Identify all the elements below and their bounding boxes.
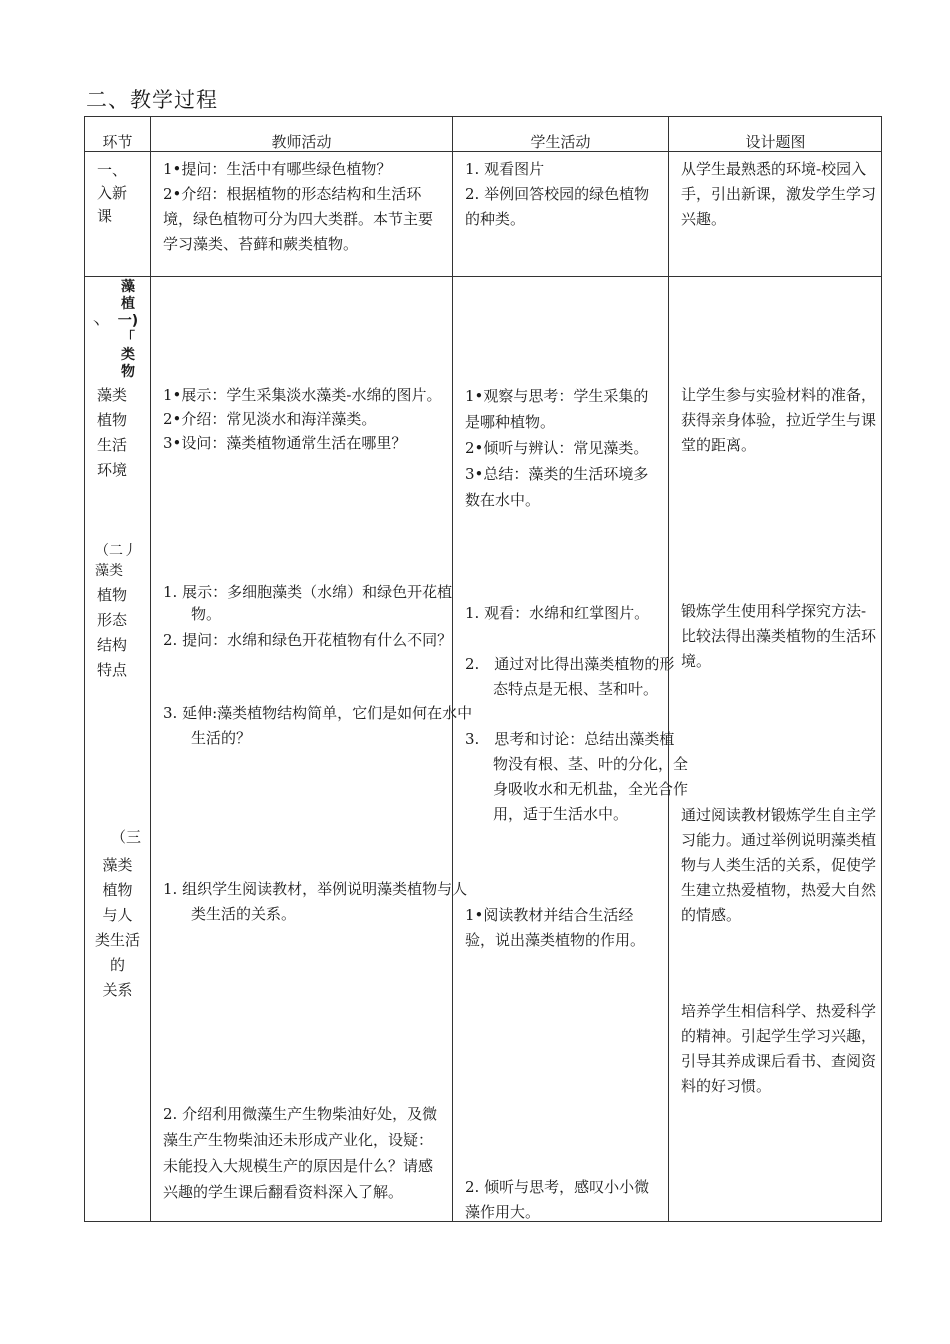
header-section: 环节 <box>102 133 133 151</box>
sub2-student-step2: 2. 通过对比得出藻类植物的形态特点是无根、茎和叶。 <box>465 655 675 698</box>
sub2-label-top: （二丿 藻类 <box>95 543 137 579</box>
row2-section-heading: 藻 植 一) 「 类 物 <box>117 279 139 380</box>
sub3-design-intent-1: 通过阅读教材锻炼学生自主学习能力。通过举例说明藻类植物与人类生活的关系，促使学生建立热爱植物，热爱大自然的情感。 <box>681 806 877 924</box>
sub3-label-top: （三 <box>111 828 142 846</box>
sub2-teacher-step3: 3. 延伸:藻类植物结构简单，它们是如何在水中生活的？ <box>163 704 473 747</box>
page-heading: 二、教学过程 <box>86 88 218 112</box>
sub3-teacher-step1: 1. 组织学生阅读教材，举例说明藻类植物与人类生活的关系。 <box>163 880 468 923</box>
sub1-design-intent: 让学生参与实验材料的准备，获得亲身体验，拉近学生与课堂的距离。 <box>681 386 877 454</box>
sub3-design-intent-2: 培养学生相信科学、热爱科学的精神。引起学生学习兴趣，引导其养成课后看书、查阅资料的好习惯。 <box>681 1002 877 1095</box>
header-design: 设计题图 <box>745 133 806 151</box>
header-teacher: 教师活动 <box>271 133 332 151</box>
sub2-teacher-step2: 2. 提问：水绵和绿色开花植物有什么不同？ <box>163 631 453 649</box>
sub3-student-step1: 1•阅读教材并结合生活经验，说出藻类植物的作用。 <box>465 906 646 949</box>
row1-section-label: 一、 入新 课 <box>97 161 128 225</box>
column-divider <box>452 117 453 1221</box>
sub2-design-intent: 锻炼学生使用科学探究方法-比较法得出藻类植物的生活环境。 <box>681 602 877 670</box>
row-divider <box>85 276 881 277</box>
teaching-process-table <box>84 116 882 1222</box>
sub2-student-step3: 3. 思考和讨论：总结出藻类植物没有根、茎、叶的分化，全身吸收水和无机盐，全光合作用，适于生活水中。 <box>465 730 689 823</box>
sub2-label: 植物 形态 结构 特点 <box>97 586 128 679</box>
sub3-label: 藻类 植物 与人 类生活 的 关系 <box>94 856 140 999</box>
row1-design-intent: 从学生最熟悉的环境-校园入手，引出新课，激发学生学习兴趣。 <box>681 160 877 228</box>
column-divider <box>150 117 151 1221</box>
row1-student-activity: 1. 观看图片 2. 举例回答校园的绿色植物的种类。 <box>465 160 650 228</box>
row1-teacher-activity: 1•提问：生活中有哪些绿色植物？ 2•介绍：根据植物的形态结构和生活环境，绿色植物可分为四大类群。本节主要学习藻类、苔藓和蕨类植物。 <box>163 160 434 253</box>
header-student: 学生活动 <box>530 133 591 151</box>
sub2-teacher-step1: 1. 展示：多细胞藻类（水绵）和绿色开花植物。 <box>163 583 453 623</box>
sub1-teacher-activity: 1•展示：学生采集淡水藻类-水绵的图片。 2•介绍：常见淡水和海洋藻类。 3•设问：藻类植物通常生活在哪里？ <box>163 386 442 452</box>
sub1-student-activity: 1•观察与思考：学生采集的是哪种植物。 2•倾听与辨认：常见藻类。 3•总结：藻类的生活环境多数在水中。 <box>465 387 649 509</box>
sub3-teacher-step2: 2. 介绍利用微藻生产生物柴油好处，及微藻生产生物柴油还未形成产业化，设疑：未能投入大规模生产的原因是什么？请感兴趣的学生课后翻看资料深入了解。 <box>163 1105 438 1201</box>
row2-section-mark: 丶 <box>89 317 103 333</box>
sub2-student-step1: 1. 观看：水绵和红掌图片。 <box>465 604 650 622</box>
sub1-label: 藻类 植物 生活 环境 <box>97 386 128 479</box>
sub3-student-step2: 2. 倾听与思考，感叹小小微藻作用大。 <box>465 1178 650 1221</box>
